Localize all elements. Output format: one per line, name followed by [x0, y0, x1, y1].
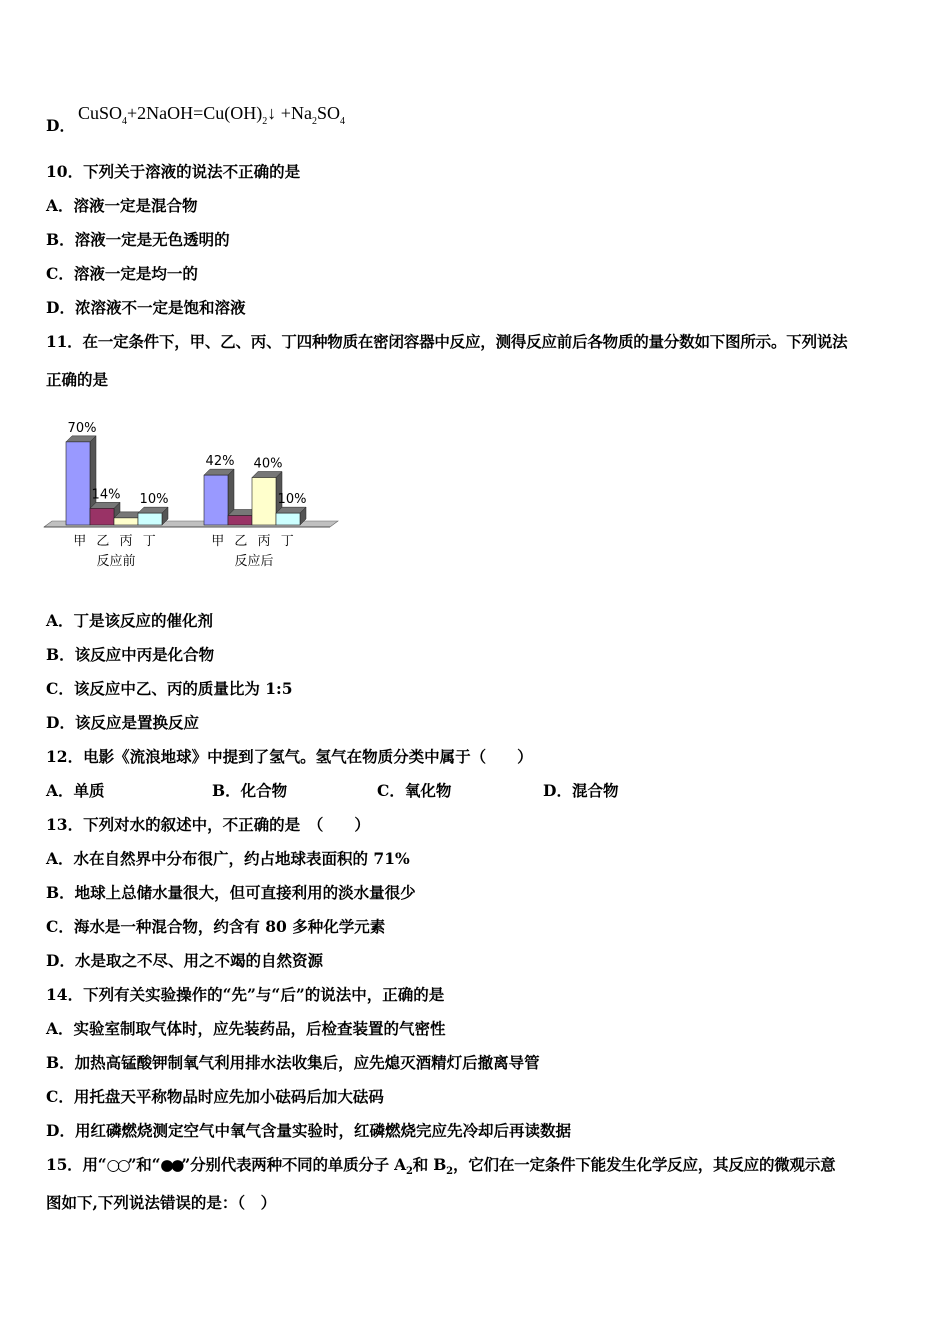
formula-part: ↓ +Na	[267, 103, 312, 123]
q12-option-c: C．氧化物	[377, 781, 452, 800]
q11-option-a: A．丁是该反应的催化剂	[46, 611, 214, 630]
formula-sub: 4	[122, 116, 128, 127]
q13-option-c: C．海水是一种混合物，约含有 80 多种化学元素	[46, 917, 386, 936]
q14-option-a: A．实验室制取气体时，应先装药品，后检查装置的气密性	[46, 1019, 446, 1038]
q11-option-d: D．该反应是置换反应	[46, 713, 199, 732]
bar-data-label: 10%	[277, 492, 307, 508]
bar-data-label: 10%	[139, 492, 169, 508]
q15-text: ”和“	[127, 1155, 161, 1174]
bar-甲	[204, 475, 228, 525]
solid-molecule-icon: ●●	[160, 1155, 182, 1174]
q10-stem: 10．下列关于溶液的说法不正确的是	[46, 162, 301, 181]
bar-乙	[228, 516, 252, 526]
q12-option-a: A．单质	[46, 781, 105, 800]
q15-text: ”分别代表两种不同的单质分子 A	[181, 1155, 406, 1174]
formula-sub: 4	[339, 116, 345, 127]
bar-丁	[138, 513, 162, 525]
bar-丙	[114, 518, 138, 525]
q13-option-d: D．水是取之不尽、用之不竭的自然资源	[46, 951, 323, 970]
bar-chart	[40, 400, 350, 580]
q14-option-c: C．用托盘天平称物品时应先加小砝码后加大砝码	[46, 1087, 384, 1106]
q13-stem: 13．下列对水的叙述中，不正确的是 （ ）	[46, 815, 370, 834]
q10-option-c: C．溶液一定是均一的	[46, 264, 198, 283]
q11-option-c: C．该反应中乙、丙的质量比为 1:5	[46, 679, 293, 698]
bar-甲	[66, 442, 90, 525]
q11-stem-line2: 正确的是	[46, 370, 109, 389]
formula-part: SO	[316, 103, 340, 123]
bar-data-label: 40%	[253, 456, 283, 472]
q15-stem-line1	[46, 1155, 835, 1182]
q14-option-d: D．用红磷燃烧测定空气中氧气含量实验时，红磷燃烧完应先冷却后再读数据	[46, 1121, 571, 1140]
q10-option-a: A．溶液一定是混合物	[46, 196, 198, 215]
q15-text: ，它们在一定条件下能发生化学反应，其反应的微观示意	[452, 1155, 836, 1174]
bar-丁	[276, 513, 300, 525]
q13-option-a: A．水在自然界中分布很广，约占地球表面积的 71%	[46, 849, 410, 868]
q12-option-b: B．化合物	[212, 781, 288, 800]
formula-sub: 2	[262, 116, 268, 127]
group-label: 反应前	[96, 554, 136, 569]
category-tick-labels: 甲 乙 丙 丁	[73, 534, 159, 549]
q14-stem: 14．下列有关实验操作的“先”与“后”的说法中，正确的是	[46, 985, 445, 1004]
formula-part: CuSO	[78, 103, 123, 123]
q12-option-d: D．混合物	[543, 781, 619, 800]
q11-option-b: B．该反应中丙是化合物	[46, 645, 215, 664]
q14-option-b: B．加热高锰酸钾制氧气利用排水法收集后，应先熄灭酒精灯后撤离导管	[46, 1053, 540, 1072]
subscript: 2	[406, 1166, 413, 1177]
q9-option-d-label: D．	[46, 116, 75, 135]
q15-text: 和 B	[412, 1155, 447, 1174]
group-label: 反应后	[234, 554, 274, 569]
bar-data-label: 42%	[205, 454, 235, 470]
formula-sub: 2	[311, 116, 317, 127]
q10-option-b: B．溶液一定是无色透明的	[46, 230, 230, 249]
q15-stem-line2: 图如下,下列说法错误的是：（ ）	[46, 1193, 277, 1212]
q13-option-b: B．地球上总储水量很大，但可直接利用的淡水量很少	[46, 883, 416, 902]
formula-part: +2NaOH=Cu(OH)	[127, 103, 263, 123]
q11-stem-line1: 11．在一定条件下，甲、乙、丙、丁四种物质在密闭容器中反应，测得反应前后各物质的量分数如下图所示。下列说法	[46, 332, 848, 351]
subscript: 2	[446, 1166, 453, 1177]
q12-stem: 12．电影《流浪地球》中提到了氢气。氢气在物质分类中属于（ ）	[46, 747, 533, 766]
bar-data-label: 70%	[67, 420, 97, 436]
category-tick-labels: 甲 乙 丙 丁	[211, 534, 297, 549]
bar-乙	[90, 508, 114, 525]
bar-丙	[252, 478, 276, 526]
q9-option-d-formula	[78, 102, 345, 133]
q15-text: 15．用“	[46, 1155, 107, 1174]
bar-data-label: 14%	[91, 487, 121, 503]
hollow-molecule-icon: ○○	[106, 1156, 128, 1174]
q10-option-d: D．浓溶液不一定是饱和溶液	[46, 298, 246, 317]
